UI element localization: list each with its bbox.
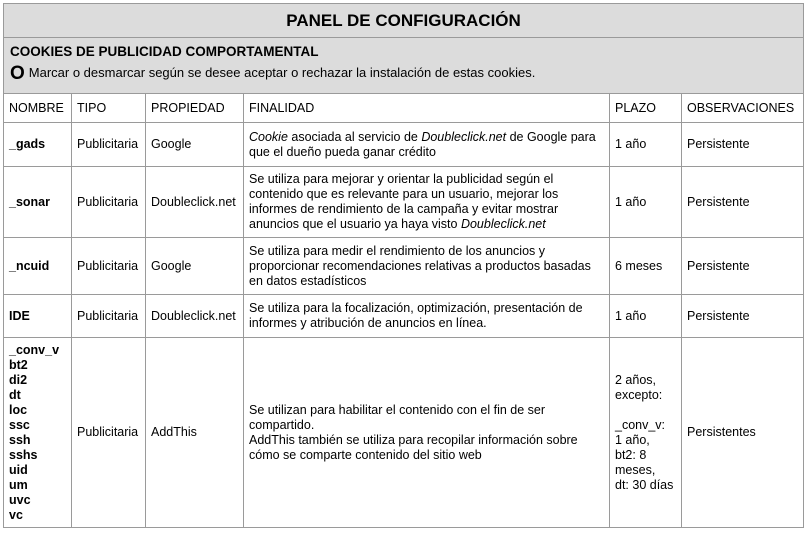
cookie-name-list <box>4 338 72 528</box>
cookie-name: IDE <box>4 295 72 338</box>
cookie-type: Publicitaria <box>72 167 146 238</box>
cookie-type: Publicitaria <box>72 123 146 167</box>
purpose-text: AddThis también se utiliza para recopilar información sobre cómo se comparte contenido del sitio web <box>249 432 578 462</box>
table-row <box>4 123 804 167</box>
header-finalidad: FINALIDAD <box>244 94 610 123</box>
table-header-row <box>4 94 804 123</box>
table-row <box>4 338 804 528</box>
cookie-name: uid <box>9 462 28 477</box>
header-plazo: PLAZO <box>610 94 682 123</box>
cookie-purpose <box>244 123 610 167</box>
cookie-name: vc <box>9 507 23 522</box>
section-title: COOKIES DE PUBLICIDAD COMPORTAMENTAL <box>10 44 319 59</box>
cookie-purpose <box>244 167 610 238</box>
term-line: dt: 30 días <box>615 477 674 492</box>
term-line <box>615 403 676 418</box>
purpose-text: Se utiliza para la focalización, optimización, presentación de informes y atribución de anuncios en línea. <box>249 301 583 330</box>
cookie-name: sshs <box>9 447 38 462</box>
cookie-name: di2 <box>9 372 28 387</box>
cookie-name: um <box>9 477 28 492</box>
cookie-name: uvc <box>9 492 31 507</box>
config-table <box>3 3 804 528</box>
cookie-name: bt2 <box>9 357 28 372</box>
section-instruction-line <box>10 63 797 85</box>
cookie-type: Publicitaria <box>72 338 146 528</box>
cookie-name: loc <box>9 402 28 417</box>
cookie-purpose <box>244 295 610 338</box>
cookie-term <box>610 167 682 238</box>
cookie-name: _conv_v <box>9 342 60 357</box>
header-observaciones: OBSERVACIONES <box>682 94 804 123</box>
panel-title: PANEL DE CONFIGURACIÓN <box>4 4 804 38</box>
cookie-section-header <box>4 38 804 94</box>
cookie-term <box>610 295 682 338</box>
cookie-purpose <box>244 238 610 295</box>
section-toggle-marker[interactable]: O <box>10 63 25 84</box>
header-tipo: TIPO <box>72 94 146 123</box>
cookie-term <box>610 338 682 528</box>
term-line: 6 meses <box>615 258 663 273</box>
cookie-name: dt <box>9 387 21 402</box>
term-line: _conv_v: <box>615 417 666 432</box>
purpose-text: Doubleclick.net <box>460 217 546 231</box>
table-row <box>4 167 804 238</box>
purpose-text: Se utiliza para mejorar y orientar la publicidad según el contenido que es relevante para un usuario, mejorar los informes de rendimiento de la campaña y evitar mostrar anuncios que el usuario ya haya visto <box>249 172 559 231</box>
cookie-purpose <box>244 338 610 528</box>
purpose-text: Se utiliza para medir el rendimiento de los anuncios y proporcionar recomendaciones relativas a productos basadas en datos estadísticos <box>249 243 591 288</box>
cookie-name: _ncuid <box>4 238 72 295</box>
term-line: 2 años, <box>615 372 657 387</box>
term-line: 1 año, <box>615 432 650 447</box>
table-row <box>4 238 804 295</box>
table-row <box>4 295 804 338</box>
purpose-text: de Google para que el dueño pueda ganar crédito <box>249 129 596 159</box>
cookie-name: _sonar <box>4 167 72 238</box>
term-line: bt2: 8 <box>615 447 647 462</box>
cookie-owner: Google <box>146 238 244 295</box>
cookie-term <box>610 238 682 295</box>
cookie-owner: Doubleclick.net <box>146 167 244 238</box>
term-line: excepto: <box>615 387 663 402</box>
header-nombre: NOMBRE <box>4 94 72 123</box>
cookie-term <box>610 123 682 167</box>
term-line: meses, <box>615 462 656 477</box>
config-panel <box>3 3 803 528</box>
cookie-type: Publicitaria <box>72 238 146 295</box>
cookie-name: ssc <box>9 417 30 432</box>
cookie-owner: AddThis <box>146 338 244 528</box>
purpose-text: Doubleclick.net <box>421 129 507 144</box>
cookie-notes: Persistente <box>682 295 804 338</box>
cookie-name: _gads <box>4 123 72 167</box>
term-line: 1 año <box>615 137 647 151</box>
section-instruction: Marcar o desmarcar según se desee aceptar o rechazar la instalación de estas cookies. <box>28 65 536 80</box>
purpose-text: asociada al servicio de <box>287 129 422 144</box>
cookie-notes: Persistentes <box>682 338 804 528</box>
cookie-owner: Google <box>146 123 244 167</box>
cookie-notes: Persistente <box>682 123 804 167</box>
cookie-type: Publicitaria <box>72 295 146 338</box>
purpose-text: Cookie <box>249 129 288 144</box>
purpose-text: Se utilizan para habilitar el contenido con el fin de ser compartido. <box>249 402 546 432</box>
cookie-owner: Doubleclick.net <box>146 295 244 338</box>
cookie-notes: Persistente <box>682 167 804 238</box>
cookie-notes: Persistente <box>682 238 804 295</box>
term-line: 1 año <box>615 308 647 323</box>
term-line: 1 año <box>615 194 647 209</box>
cookie-name: ssh <box>9 432 31 447</box>
header-propiedad: PROPIEDAD <box>146 94 244 123</box>
